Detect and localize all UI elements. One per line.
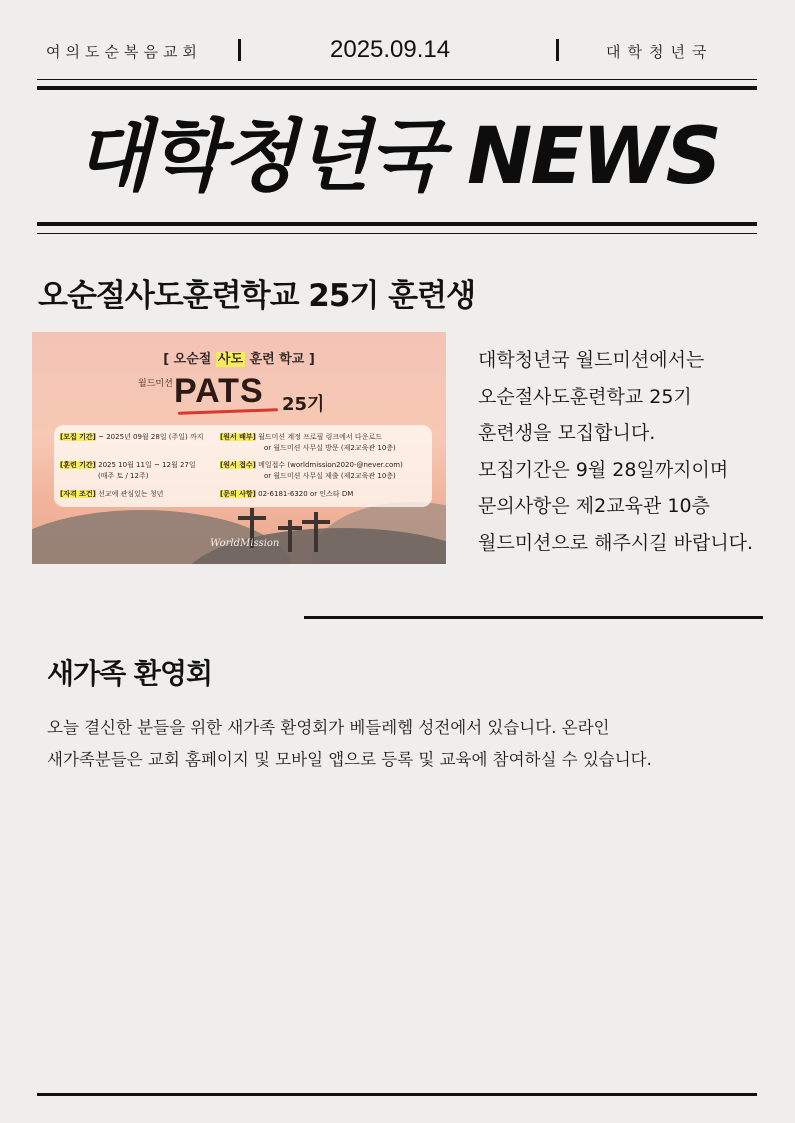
- article2-body-line: 오늘 결신한 분들을 위한 새가족 환영회가 베들레헴 성전에서 있습니다. 온라인: [47, 718, 610, 737]
- church-name: 여의도순복음교회: [46, 43, 202, 61]
- section-divider: [304, 616, 763, 619]
- poster-info-item: (매주 토 / 12주): [98, 472, 149, 480]
- cross-icon: [288, 520, 292, 552]
- poster-edition: 25기: [282, 394, 325, 415]
- cross-icon: [238, 516, 266, 520]
- article1-body: [478, 342, 788, 561]
- poster-info-item: or 월드미션 사무실 방문 (제2교육관 10층): [264, 444, 396, 452]
- footer-rule: [37, 1093, 757, 1096]
- poster-info-item: [원서 접수] 메일접수 (worldmission2020-@never.com): [220, 461, 403, 469]
- issue-date: 2025.09.14: [330, 36, 451, 63]
- rule-thin: [37, 233, 757, 234]
- article1-body-line: 문의사항은 제2교육관 10층: [478, 495, 710, 517]
- article1-body-line: 모집기간은 9월 28일까지이며: [478, 458, 729, 481]
- poster-info-item: [훈련 기간] 2025 10월 11일 ~ 12월 27일: [60, 461, 196, 469]
- poster-info-item: [원서 배부] 월드미션 계정 프로필 링크에서 다운로드: [220, 433, 382, 441]
- article2-body-line: 새가족분들은 교회 홈페이지 및 모바일 앱으로 등록 및 교육에 참여하실 수 있습니다.: [47, 750, 652, 769]
- article2-headline: 새가족 환영회: [47, 657, 213, 690]
- poster-title: [ 오순절 사도 훈련 학교 ]: [163, 352, 315, 367]
- cross-icon: [278, 526, 302, 530]
- poster-info-item: [자격 조건] 선교에 관심있는 청년: [60, 490, 164, 498]
- poster-name: PATS: [174, 372, 264, 410]
- cross-icon: [314, 512, 318, 552]
- header-meta: [0, 36, 795, 68]
- article1-body-line: 오순절사도훈련학교 25기: [478, 385, 692, 408]
- article2-body: [47, 712, 767, 776]
- poster-info-item: or 월드미션 사무실 제출 (제2교육관 10층): [264, 472, 396, 480]
- rule-thick: [37, 86, 757, 90]
- divider-bar: [556, 39, 559, 61]
- poster-info-item: [모집 기간] ~ 2025년 09월 28일 (주일) 까지: [60, 433, 204, 441]
- article1-body-line: 훈련생을 모집합니다.: [478, 422, 656, 444]
- pats-poster-image: [32, 332, 446, 564]
- poster-subtitle: 월드미션: [138, 379, 173, 389]
- rule-thin: [37, 79, 757, 80]
- cross-icon: [302, 520, 330, 524]
- article1-body-line: 대학청년국 월드미션에서는: [478, 349, 705, 371]
- worldmission-logo: WorldMission: [210, 538, 280, 549]
- masthead-title: 대학청년국 NEWS: [75, 112, 720, 202]
- article1-body-line: 월드미션으로 해주시길 바랍니다.: [478, 531, 754, 554]
- divider-bar: [238, 39, 241, 61]
- poster-info-item: [문의 사항] 02-6181-6320 or 인스타 DM: [220, 490, 354, 498]
- rule-thick: [37, 222, 757, 226]
- article1-headline: 오순절사도훈련학교 25기 훈련생: [38, 278, 476, 314]
- department-name: 대학청년국: [606, 43, 714, 61]
